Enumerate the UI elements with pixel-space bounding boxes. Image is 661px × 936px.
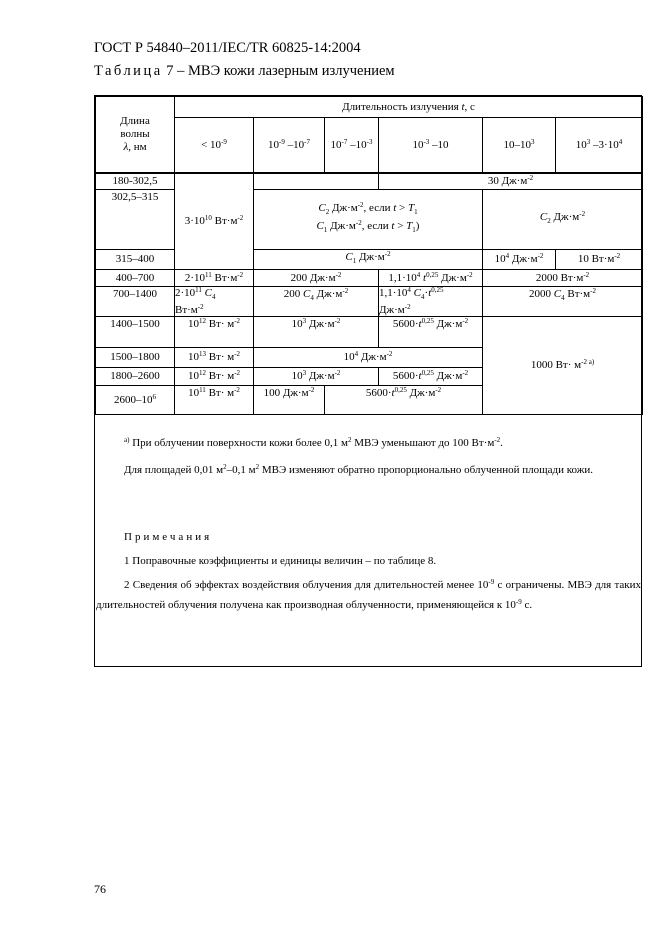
cell-uv-short [174,173,254,270]
cell-uva-d5-value: $10^4$ $Дж\cdot м^{-2}$ [494,252,544,265]
cell-uvb-right [482,189,643,250]
cell-vis-d2 [253,269,379,287]
wavelength-1500-1800: 1500–1800 [95,347,175,368]
cell-1400-d2-value: $10^3$ $Дж\cdot м^{-2}$ [291,317,341,330]
wavelength-1400-1500: 1400–1500 [95,316,175,348]
cell-vis-d1 [174,269,254,287]
cell-1500-mid [253,347,483,368]
cell-uvb-right-value: $C_2$ $Дж\cdot м^{-2}$ [539,209,586,226]
cell-uva-d5 [482,249,556,270]
cell-nir-d1-line-1: $2\cdot 10^{11}$ $C_4$ [175,286,216,302]
header-duration-4 [378,117,483,173]
cell-nir-d5 [482,286,643,317]
header-duration [174,96,643,118]
wavelength-700-1400: 700–1400 [95,286,175,317]
cell-vis-d5-value: 2000 $Вт\cdot м^{-2}$ [535,270,590,284]
header-duration-5 [482,117,556,173]
cell-1800-d2-value: $10^3$ $Дж\cdot м^{-2}$ [291,369,341,382]
cell-1500-d1-value: $10^{13}$ $Вт\cdot м^{-2}$ [187,350,241,363]
cell-1400-d1-value: $10^{12}$ $Вт\cdot м^{-2}$ [187,317,241,330]
wavelength-1800-2600: 1800–2600 [95,367,175,386]
cell-ir-right-value: 1000 $Вт\cdot м^{-2 а)}$ [530,358,595,371]
cell-nir-d4 [378,286,483,317]
page-number: 76 [94,882,106,896]
cell-uva-d6-value: 10 $Вт\cdot м^{-2}$ [577,252,621,265]
cell-nir-d1 [174,286,254,317]
cell-2600-d3 [324,385,483,415]
cell-1500-d1 [174,347,254,368]
cell-vis-d4-value: $1,1\cdot 10^4$ $t^{0,25}$ $Дж\cdot м^{-2}$ [388,270,473,284]
cell-1500-mid-value: $10^4$ $Дж\cdot м^{-2}$ [343,350,393,363]
table-caption-title: 7 – МВЭ кожи лазерным излучением [162,63,395,79]
document-header: ГОСТ Р 54840–2011/IEC/TR 60825-14:2004 [94,40,361,56]
table-caption-word: Таблица [94,63,163,79]
duration-2-label: $10^{-9}$ $-10^{-7}$ [268,137,310,151]
notes-title-text: Примечания [124,531,213,543]
cell-1400-d1 [174,316,254,348]
header-duration-1 [174,117,254,173]
cell-nir-d2 [253,286,379,317]
duration-5-label: $10-10^3$ [503,137,535,151]
cell-vis-d1-value: $2\cdot 10^{11}$ $Вт\cdot м^{-2}$ [184,270,244,284]
duration-1-label: < $10^{-9}$ [201,137,227,151]
cell-2600-d3-value: $5600\cdot t^{0,25}$ $Дж\cdot м^{-2}$ [365,386,442,399]
cell-1400-d4-value: $5600\cdot t^{0,25}$ $Дж\cdot м^{-2}$ [392,317,469,330]
duration-4-label: $10^{-3}$ –10 [412,137,449,151]
header-wavelength [95,96,175,173]
cell-uva-mid [253,249,483,270]
cell-2600-d1-value: $10^{11}$ $Вт\cdot м^{-2}$ [188,386,240,399]
wavelength-line-3: λ, нм [123,141,147,153]
footnote-a-text: $^{а)}$ При облучении поверхности кожи более 0,1 $м^2$ МВЭ уменьшают до 100 $Вт\cdot м^{-2}$. [124,436,503,449]
wavelength-2600-106-label: $2600-10^6$ [114,392,156,406]
wavelength-line-2: волны [120,128,150,140]
cell-2600-d1 [174,385,254,415]
cell-uva-mid-value: $C_1$ $Дж\cdot м^{-2}$ [345,249,391,266]
cell-uv-short-value: $3\cdot 10^{10}$ $Вт\cdot м^{-2}$ [184,214,244,227]
header-duration-6 [555,117,643,173]
cell-1800-d2 [253,367,379,386]
cell-2600-d2-value: 100 $Дж\cdot м^{-2}$ [263,386,315,399]
note-2 [96,575,641,615]
cell-uva-d6 [555,249,643,270]
cell-1800-d1 [174,367,254,386]
wavelength-180-302: 180-302,5 [95,173,175,190]
cell-uvc-empty [253,173,379,190]
table-caption [94,63,395,80]
wavelength-line-1: Длина [120,115,150,127]
cell-2600-d2 [253,385,325,415]
duration-6-label: $10^3$ $-3\cdot 10^4$ [575,137,623,151]
cell-uvc-30-value: 30 $Дж\cdot м^{-2}$ [487,174,534,187]
cell-uvb-mid-line-2: $C_1$ $Дж\cdot м^{-2}$, если $t > T_1$) [316,218,420,234]
duration-label: Длительность излучения t, с [342,100,475,113]
cell-1800-d4-value: $5600\cdot t^{0,25}$ $Дж\cdot м^{-2}$ [392,369,469,382]
note-2-text: 2 Сведения об эффектах воздействия облучения для длительностей менее $10^{-9}$ с ограничены. МВЭ для таких длительностей облучения получена как производная облученности, применяющейся к $10^{-9}$ с. [96,578,642,611]
cell-nir-d4-line-2: $Дж\cdot м^{-2}$ [379,303,411,317]
notes-title [96,527,641,547]
cell-vis-d2-value: 200 $Дж\cdot м^{-2}$ [290,270,342,284]
cell-uvc-30 [378,173,643,190]
note-1-text: 1 Поправочные коэффициенты и единицы величин – по таблице 8. [124,555,437,567]
cell-vis-d4 [378,269,483,287]
wavelength-400-700: 400–700 [95,269,175,287]
cell-nir-d4-line-1: $1,1\cdot 10^4$ $C_4\cdot t^{0,25}$ [379,286,444,302]
cell-1400-d2 [253,316,379,348]
note-1 [96,551,641,571]
wavelength-302-315: 302,5–315 [95,189,175,250]
cell-nir-d2-value: 200 $C_4$ $Дж\cdot м^{-2}$ [283,287,349,303]
cell-ir-right [482,316,643,415]
cell-1400-d4 [378,316,483,348]
cell-uvb-mid [253,189,483,250]
cell-1800-d4 [378,367,483,386]
cell-nir-d1-line-2: $Вт\cdot м^{-2}$ [175,303,204,317]
duration-3-label: $10^{-7}$ $-10^{-3}$ [330,137,373,151]
area-note-text: Для площадей 0,01 $м^2-0,1$ $м^2$ МВЭ изменяют обратно пропорционально облученной площади кожи. [124,463,593,476]
cell-1800-d1-value: $10^{12}$ $Вт\cdot м^{-2}$ [187,369,241,382]
cell-vis-d5 [482,269,643,287]
wavelength-315-400: 315–400 [95,249,175,270]
wavelength-2600-106 [95,385,175,415]
footnote-a [96,433,641,453]
header-duration-2 [253,117,325,173]
cell-nir-d5-value: 2000 $C_4$ $Вт\cdot м^{-2}$ [529,287,596,303]
area-note [96,460,641,480]
header-duration-3 [324,117,379,173]
cell-uvb-mid-line-1: $C_2$ $Дж\cdot м^{-2}$, если $t > T_1$ [318,201,418,217]
